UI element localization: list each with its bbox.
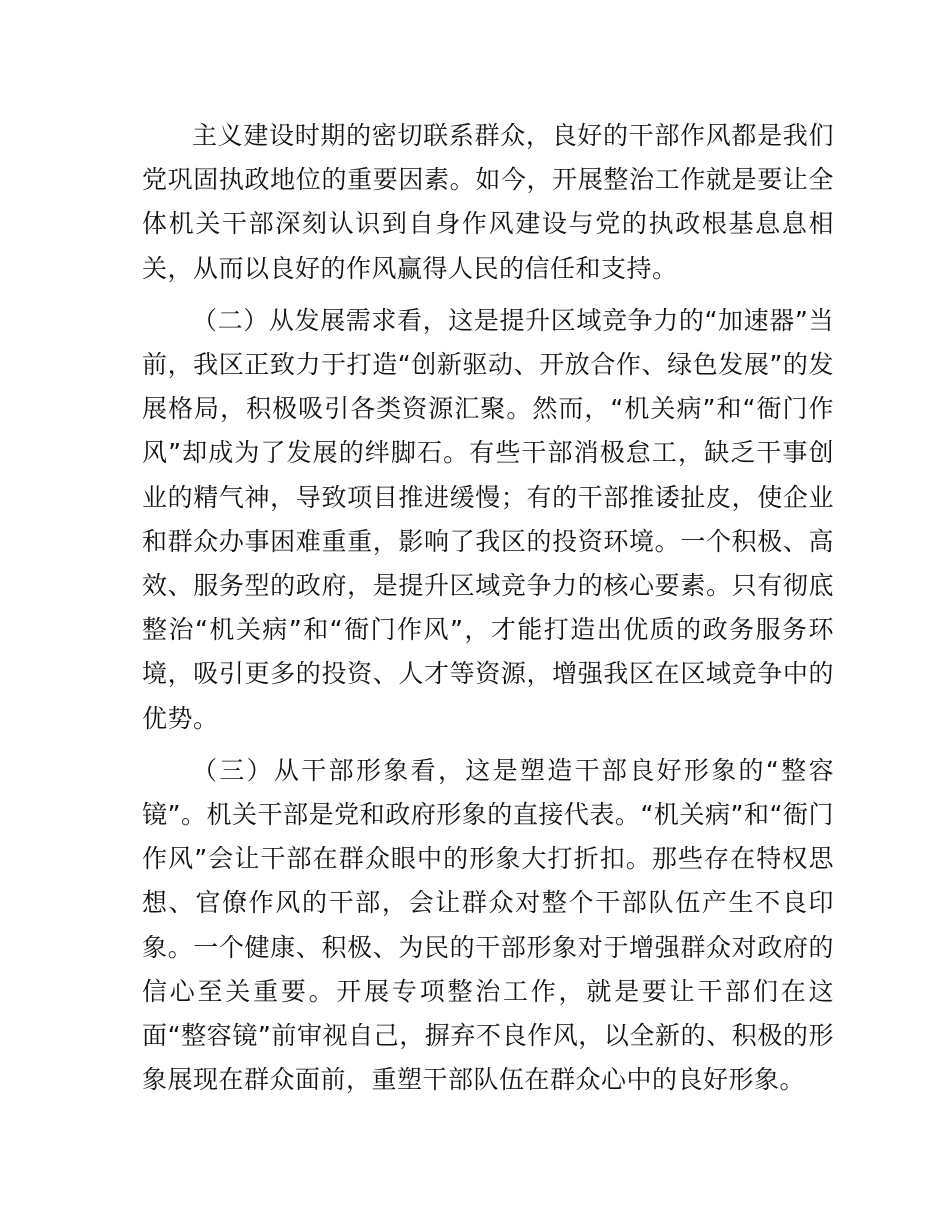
paragraph-development-needs: （二）从发展需求看，这是提升区域竞争力的“加速器”当前，我区正致力于打造“创新驱动、开放合作、绿色发展”的发展格局，积极吸引各类资源汇聚。然而，“机关病”和“衙门作风”却成为了发展的绊脚石。有些干部消极怠工，缺乏干事创业的精气神，导致项目推进缓慢；有的干部推诿扯皮，使企业和群众办事困难重重，影响了我区的投资环境。一个积极、高效、服务型的政府，是提升区域竞争力的核心要素。只有彻底整治“机关病”和“衙门作风”，才能打造出优质的政务服务环境，吸引更多的投资、人才等资源，增强我区在区域竞争中的优势。 <box>142 305 834 733</box>
paragraph-cadre-image: （三）从干部形象看，这是塑造干部良好形象的“整容镜”。机关干部是党和政府形象的直接代表。“机关病”和“衙门作风”会让干部在群众眼中的形象大打折扣。那些存在特权思想、官僚作风的干部，会让群众对整个干部队伍产生不良印象。一个健康、积极、为民的干部形象对于增强群众对政府的信心至关重要。开展专项整治工作，就是要让干部们在这面“整容镜”前审视自己，摒弃不良作风，以全新的、积极的形象展现在群众面前，重塑干部队伍在群众心中的良好形象。 <box>142 755 834 1095</box>
paragraph-gap <box>142 291 834 299</box>
paragraph-continuation: 主义建设时期的密切联系群众，良好的干部作风都是我们党巩固执政地位的重要因素。如今，开展整治工作就是要让全体机关干部深刻认识到自身作风建设与党的执政根基息息相关，从而以良好的作风赢得人民的信任和支持。 <box>142 121 834 283</box>
document-body <box>142 114 834 1102</box>
paragraph-gap <box>142 741 834 749</box>
